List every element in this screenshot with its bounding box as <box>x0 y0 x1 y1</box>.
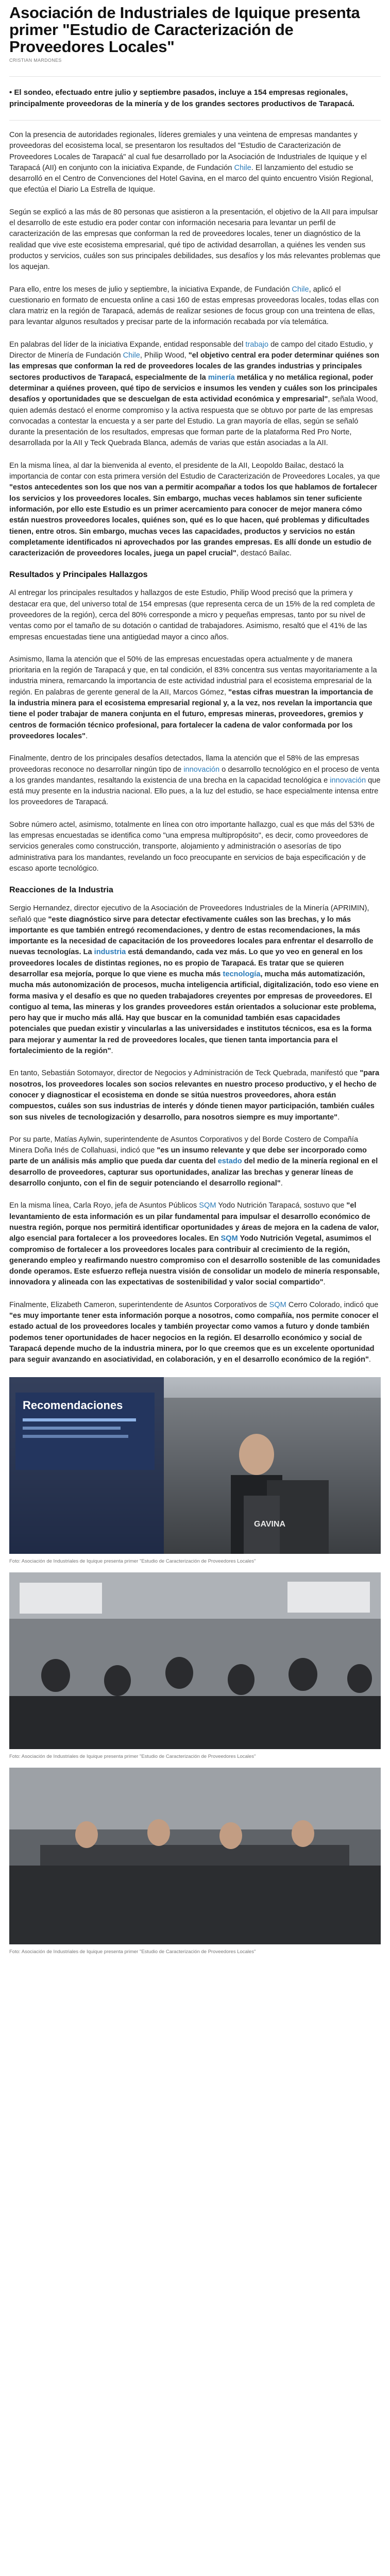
keyword-link[interactable]: minería <box>208 373 235 382</box>
keyword-link[interactable]: SQM <box>199 1201 216 1210</box>
event-photo-audience <box>9 1572 381 1749</box>
article-paragraph: Según se explicó a las más de 80 personas que asistieron a la presentación, el objetivo de la AII para impulsar el desarrollo de este estudio era poder contar con información necesaria para levantar un perfil de caracterización de las empresas que conforman la red de proveedores locales, tener un diagnóstico de la realidad que vive este ecosistema empresarial, qué tipo de actividad desarrollan, a quiénes les venden sus productos y servicios, cuáles son sus principales debilidades, sus desafíos y los más relevantes problemas que los aquejan. <box>9 208 381 272</box>
quote-emphasis: está demandando, cada vez más. Lo que yo veo en general en los proveedores locales de distintas regiones, no es propio de Tarapacá. Es tratar que se quieren desarrollar esa mejoría, porque lo que viene es mucha más <box>9 948 363 978</box>
article-paragraph: En tanto, Sebastián Sotomayor, director de Negocios y Administración de Teck Quebrada, manifestó que "para nosotros, los proveedores locales son socios relevantes en nuestro proceso productivo, y el hecho de conocer y diagnosticar el ecosistema en donde se sitúa nuestros proveedores, ahora están compuestos, cuáles son sus industrias de interés y dónde tienen mayor participación, también cuáles son sus niveles de tecnologización y desarrollo, para nosotros siempre es muy importante". <box>9 1069 380 1122</box>
article-paragraph: En palabras del líder de la iniciativa Expande, entidad responsable del trabajo de campo del citado Estudio, y Director de Minería de Fundación Chile, Philip Wood, "el objetivo central era poder determinar quiénes son las empresas que conforman la red de proveedores locales de las grandes industrias y principales sectores productivos de Tarapacá, especialmente de la minería metálica y no metálica regional, poder determinar a quiénes proveen, qué tipo de servicios e insumos les venden y cuáles son los principales desafíos y oportunidades que se descuelgan de esta actividad económica y empresarial", señala Wood, quien además destacó el enorme compromiso y la activa respuesta que se obtuvo por parte de las empresas convocadas a contestar la encuesta y a ser parte del Estudio. La gran mayoría de ellas, según se señaló durante la presentación de los resultados, empresas que forman parte de la plataforma Red Pro Norte, desarrollada por la AII y Teck Quebrada Blanca, además de varias que están asociadas a la AII. <box>9 340 379 448</box>
quote-emphasis: "estos antecedentes son los que nos van a permitir acompañar a todos los que hablamos de fortalecer los servicios y los proveedores locales. Sin embargo, muchas veces hablamos sin tener suficiente información, por ello este Estudio es un primer acercamiento para conocer de mejor manera cómo están nuestros proveedores locales, quiénes son, qué es lo que hacen, qué problemas y dificultades tienen, entre otros. Sin embargo, muchas veces las capacidades, productos y servicios no están completamente identificados ni aprovechados por las grandes empresas. Es allí donde un estudio de caracterización de proveedores locales, juega un papel crucial" <box>9 483 378 558</box>
quote-emphasis: metálica y no metálica regional, poder determinar a quiénes proveen, qué tipo de servicios e insumos les venden y cuáles son los principales desafíos y oportunidades que se descuelgan de esta actividad económica y empresarial" <box>9 373 378 404</box>
article-paragraph: Al entregar los principales resultados y hallazgos de este Estudio, Philip Wood precisó que la primera y destacar era que, del universo total de 154 empresas (que representa cerca de un 15% de la red completa de proveedores de la región), cerca del 80% corresponde a micro y pequeñas empresas, tanto por su nivel de ventas como por el tamaño de su dotación o cantidad de trabajadores. Asimismo, resaltó que el 41% de las empresas encuestadas tiene una antigüedad mayor a cinco años. <box>9 589 375 641</box>
slide-banner-text: Recomendaciones <box>23 1398 123 1412</box>
figure-caption: Foto: Asociación de Industriales de Iquique presenta primer "Estudio de Caracterización de Proveedores Locales" <box>9 1753 256 1759</box>
keyword-link[interactable]: Chile <box>123 351 140 360</box>
article-paragraph: Por su parte, Matías Aylwin, superintendente de Asuntos Corporativos y del Borde Costero de Compañía Minera Doña Inés de Collahuasi, indicó que "es un insumo relevante y que debe ser incorporado como parte de un análisis más amplio que pueda dar cuenta del estado del medio de la minería regional en el desarrollo de proveedores, capturar sus oportunidades, analizar las brechas y generar líneas de desarrollo conjunto, con el fin de seguir potenciando el desarrollo regional". <box>9 1135 378 1188</box>
figure-1 <box>9 1377 381 1564</box>
lead-box <box>9 76 381 121</box>
article-paragraph: Finalmente, dentro de los principales desafíos detectados, llama la atención que el 58% de las empresas proveedoras reconoce no desarrollar ningún tipo de innovación o desarrollo tecnológico en el proceso de venta a los grandes mandantes, resaltando la existencia de una brecha en la capacidad tecnológica e innovación que está muy presente en la industria nacional. Ello pues, a la luz del estudio, se hace especialmente intensa entre los proveedores de Tarapacá. <box>9 754 381 807</box>
keyword-link[interactable]: SQM <box>221 1234 238 1243</box>
figure-3 <box>9 1768 381 1955</box>
keyword-link[interactable]: tecnología <box>223 970 261 978</box>
podium-logo-text: GAVINA <box>254 1519 286 1529</box>
keyword-link[interactable]: innovación <box>183 765 220 774</box>
keyword-link[interactable]: estado <box>217 1157 242 1166</box>
article-paragraph: En la misma línea, Carla Royo, jefa de Asuntos Públicos SQM Yodo Nutrición Tarapacá, sostuvo que "el levantamiento de esta información es un pilar fundamental para impulsar el desarrollo económico de nuestra región, porque nos permitirá identificar oportunidades y áreas de mejora en la cadena de valor, algo esencial para fortalecer a los proveedores locales. En SQM Yodo Nutrición Vegetal, asumimos el compromiso de fortalecer a los proveedores locales para contribuir al crecimiento de la región, generando empleo y reafirmando nuestro compromiso con el desarrollo sostenible de las comunidades donde operamos. Este esfuerzo refleja nuestra visión de consolidar un modelo de minería responsable, innovadora y alineada con las expectativas de sostenibilidad y valor social compartido". <box>9 1201 381 1287</box>
article-body <box>9 130 381 1955</box>
keyword-link[interactable]: SQM <box>269 1300 286 1309</box>
article-paragraph: Con la presencia de autoridades regionales, líderes gremiales y una veintena de empresas mandantes y proveedoras del ecosistema local, se presentaron los resultados del "Estudio de Caracterización de Proveedores Locales de Tarapacá" al cual fue desarrollado por la Asociación de Industriales de Iquique y el Tarapacá (AII) en conjunto con la iniciativa Expande, de Fundación Chile. El lanzamiento del estudio se desarrolló en el Centro de Convenciones del Hotel Gavina, en el marco del quinto encuentro Visión Regional, que efectúa el Diario La Estrella de Iquique. <box>9 131 374 194</box>
article-byline: CRISTIAN MARDONES <box>9 58 62 63</box>
paragraph-group-reactions <box>9 903 381 1365</box>
article-paragraph: Asimismo, llama la atención que el 50% de las empresas encuestadas opera actualmente y de manera prioritaria en la región de Tarapacá y que, en tal condición, el 83% concentra sus ventas mayoritariamente a la industria minera, remarcando la importancia de este actividad industrial para el ecosistema empresarial de la región. En palabras de gerente general de la AII, Marcos Gómez, "estas cifras muestran la importancia de la industria minera para el ecosistema empresarial regional y, a la vez, nos revelan la importancia que tiene el poder trabajar de manera conjunta en el futuro, empresas mineras, proveedores, gremios y centros de formación técnico profesional, para fortalecer la cadena de valor conformada por los proveedores locales". <box>9 655 377 740</box>
figure-caption: Foto: Asociación de Industriales de Iquique presenta primer "Estudio de Caracterización de Proveedores Locales" <box>9 1948 256 1955</box>
keyword-link[interactable]: Chile <box>234 163 251 172</box>
article-paragraph: Sergio Hernandez, director ejecutivo de la Asociación de Proveedores Industriales de la Minería (APRIMIN), señaló que "este diagnóstico sirve para detectar efectivamente cuáles son las brechas, y lo más importante es que también entregó recomendaciones, y dentro de estas recomendaciones, la más importante es la necesidad de capacitación de los proveedores locales para enfrentar el desarrollo de nuevas tecnologías. La industria está demandando, cada vez más. Lo que yo veo en general en los proveedores locales de distintas regiones, no es propio de Tarapacá. Es tratar que se quieren desarrollar esa mejoría, porque lo que viene es mucha más tecnología, mucha más automatización, mucha más autonomización de procesos, mucha inteligencia artificial, digitalización, todo eso viene en forma masiva y el desafío es que no queden trabajadores creyentes por empresas de proveedores. El contiguo al tema, las mineras y los grandes proveedores están orientados a solucionar este problema, pero hay que ir mucho más allá. Hay que buscar en la comunidad también esas capacidades potenciales que puedan existir y vincularlas a las universidades e institutos técnicos, esa es la forma para mejorar y aumentar la red de proveedores locales, que tienen tanta importancia para el fortalecimiento de la región". <box>9 904 379 1056</box>
quote-emphasis: , mucha más automatización, mucha más autonomización de procesos, mucha inteligencia artificial, digitalización, todo eso viene en forma masiva y el desafío es que no queden trabajadores creyentes por empresas de proveedores. El contiguo al tema, las mineras y los grandes proveedores están orientados a solucionar este problema, pero hay que ir mucho más allá. Hay que buscar en la comunidad también esas capacidades potenciales que puedan existir y vincularlas a las universidades e institutos técnicos, esa es la forma para mejorar y aumentar la red de proveedores locales, que tienen tanta importancia para el fortalecimiento de la región" <box>9 970 379 1056</box>
article-paragraph: En la misma línea, al dar la bienvenida al evento, el presidente de la AII, Leopoldo Bailac, destacó la importancia de contar con esta primera versión del Estudio de Caracterización de Proveedores Locales, ya que "estos antecedentes son los que nos van a permitir acompañar a todos los que hablamos de fortalecer los servicios y los proveedores locales. Sin embargo, muchas veces hablamos sin tener suficiente información, por ello este Estudio es un primer acercamiento para conocer de mejor manera cómo están nuestros proveedores locales, quiénes son, qué es lo que hacen, qué problemas y dificultades tienen, entre otros. Sin embargo, muchas veces las capacidades, productos y servicios no están completamente identificados ni aprovechados por las grandes empresas. Es allí donde un estudio de caracterización de proveedores locales, juega un papel crucial", destacó Bailac. <box>9 461 380 558</box>
quote-emphasis: "el objetivo central era poder determinar quiénes son las empresas que conforman la red de proveedores locales de las grandes industrias y principales sectores productivos de Tarapacá, especialmente de la <box>9 351 379 382</box>
keyword-link[interactable]: trabajo <box>245 340 269 349</box>
section-heading-results: Resultados y Principales Hallazgos <box>9 570 148 580</box>
article-lead: • El sondeo, efectuado entre julio y septiembre pasados, incluye a 154 empresas regionales, principalmente proveedoras de la minería y de los grandes sectores productivos de Tarapacá. <box>9 88 354 108</box>
article-paragraph: Finalmente, Elizabeth Cameron, superintendente de Asuntos Corporativos de SQM Cerro Colorado, indicó que "es muy importante tener esta información porque a nosotros, como compañía, nos permite conocer el estado actual de los proveedores locales y también proyectar como vamos a futuro y donde también podemos tener oportunidades de hacer negocios en la región. El desarrollo económico y social de Tarapacá depende mucho de la industria minera, por lo que creemos que es un excelente oportunidad para seguir avanzando en asociatividad, en colaboración, y en el desarrollo económico de la región". <box>9 1300 379 1364</box>
figure-caption: Foto: Asociación de Industriales de Iquique presenta primer "Estudio de Caracterización de Proveedores Locales" <box>9 1558 256 1564</box>
quote-emphasis: "estas cifras muestran la importancia de la industria minera para el ecosistema empresarial regional y, a la vez, nos revelan la importancia que tiene el poder trabajar de manera conjunta en el futuro, empresas mineras, proveedores, gremios y centros de formación técnico profesional, para fortalecer la cadena de valor conformada por los proveedores locales" <box>9 688 374 740</box>
quote-emphasis: "es un insumo relevante y que debe ser incorporado como parte de un análisis más amplio que pueda dar cuenta del <box>9 1146 367 1166</box>
quote-emphasis: "es muy importante tener esta información porque a nosotros, como compañía, nos permite conocer el estado actual de los proveedores locales y también proyectar como vamos a futuro y donde también podemos tener oportunidades de hacer negocios en la región. El desarrollo económico y social de Tarapacá depende mucho de la industria minera, por lo que creemos que es un excelente oportunidad para seguir avanzando en asociatividad, en colaboración, y en el desarrollo económico de la región" <box>9 1312 379 1364</box>
quote-emphasis: del medio de la minería regional en el desarrollo de proveedores, capturar sus oportunidades, analizar las brechas y generar líneas de desarrollo conjunto, con el fin de seguir potenciando el desarrollo regional" <box>9 1157 378 1188</box>
keyword-link[interactable]: Chile <box>292 285 309 294</box>
keyword-link[interactable]: industria <box>94 948 126 957</box>
article-paragraph: Para ello, entre los meses de julio y septiembre, la iniciativa Expande, de Fundación Chile, aplicó el cuestionario en formato de encuesta online a casi 160 de estas empresas proveedoras locales, todas ellas con clara matriz en la región de Tarapacá, además de realizar sesiones de focus group con una treintena de ellas, para levantar algunos resultados y precisar parte de la información recabada por vía telemática. <box>9 285 379 327</box>
event-photo-panel <box>9 1768 381 1944</box>
quote-emphasis: "para nosotros, los proveedores locales son socios relevantes en nuestro proceso productivo, y el hecho de conocer y diagnosticar el ecosistema en donde se sitúa nuestros proveedores, ahora están compuestos, cuáles son sus industrias de interés y dónde tienen mayor participación, también cuáles son sus niveles de tecnologización y desarrollo, para nosotros siempre es muy importante" <box>9 1069 380 1122</box>
article-paragraph: Sobre número actel, asimismo, totalmente en línea con otro importante hallazgo, cual es que más del 53% de las empresas encuestadas se identifica como "una empresa multipropósito", es decir, como proveedores de servicios generales como construcción, transporte, alojamiento y administración o asesorías de tipo administrativa para los mandantes, revelando un foco preocupante en servicios de baja especificación y de escaso aporte tecnológico. <box>9 820 375 873</box>
quote-emphasis: Yodo Nutrición Vegetal, asumimos el compromiso de fortalecer a los proveedores locales para contribuir al crecimiento de la región, generando empleo y reafirmando nuestro compromiso con el desarrollo sostenible de las comunidades donde operamos. Este esfuerzo refleja nuestra visión de consolidar un modelo de minería responsable, innovadora y alineada con las expectativas de sostenibilidad y valor social compartido" <box>9 1234 381 1287</box>
event-photo-speaker <box>9 1377 381 1554</box>
figure-2 <box>9 1572 381 1759</box>
article-title: Asociación de Industriales de Iquique presenta primer "Estudio de Caracterización de Proveedores Locales" <box>9 4 360 56</box>
paragraph-group-intro <box>9 130 381 559</box>
keyword-link[interactable]: innovación <box>330 776 366 785</box>
paragraph-group-results <box>9 588 381 874</box>
quote-emphasis: "el levantamiento de esta información es un pilar fundamental para impulsar el desarrollo económico de nuestra región, porque nos permitirá identificar oportunidades y áreas de mejora en la cadena de valor, algo esencial para fortalecer a los proveedores locales. En <box>9 1201 379 1243</box>
section-heading-reactions: Reacciones de la Industria <box>9 886 113 895</box>
quote-emphasis: "este diagnóstico sirve para detectar efectivamente cuáles son las brechas, y lo más importante es que también entregó recomendaciones, y dentro de estas recomendaciones, la más importante es la necesidad de capacitación de los proveedores locales para enfrentar el desarrollo de nuevas tecnologías. La <box>9 915 374 957</box>
